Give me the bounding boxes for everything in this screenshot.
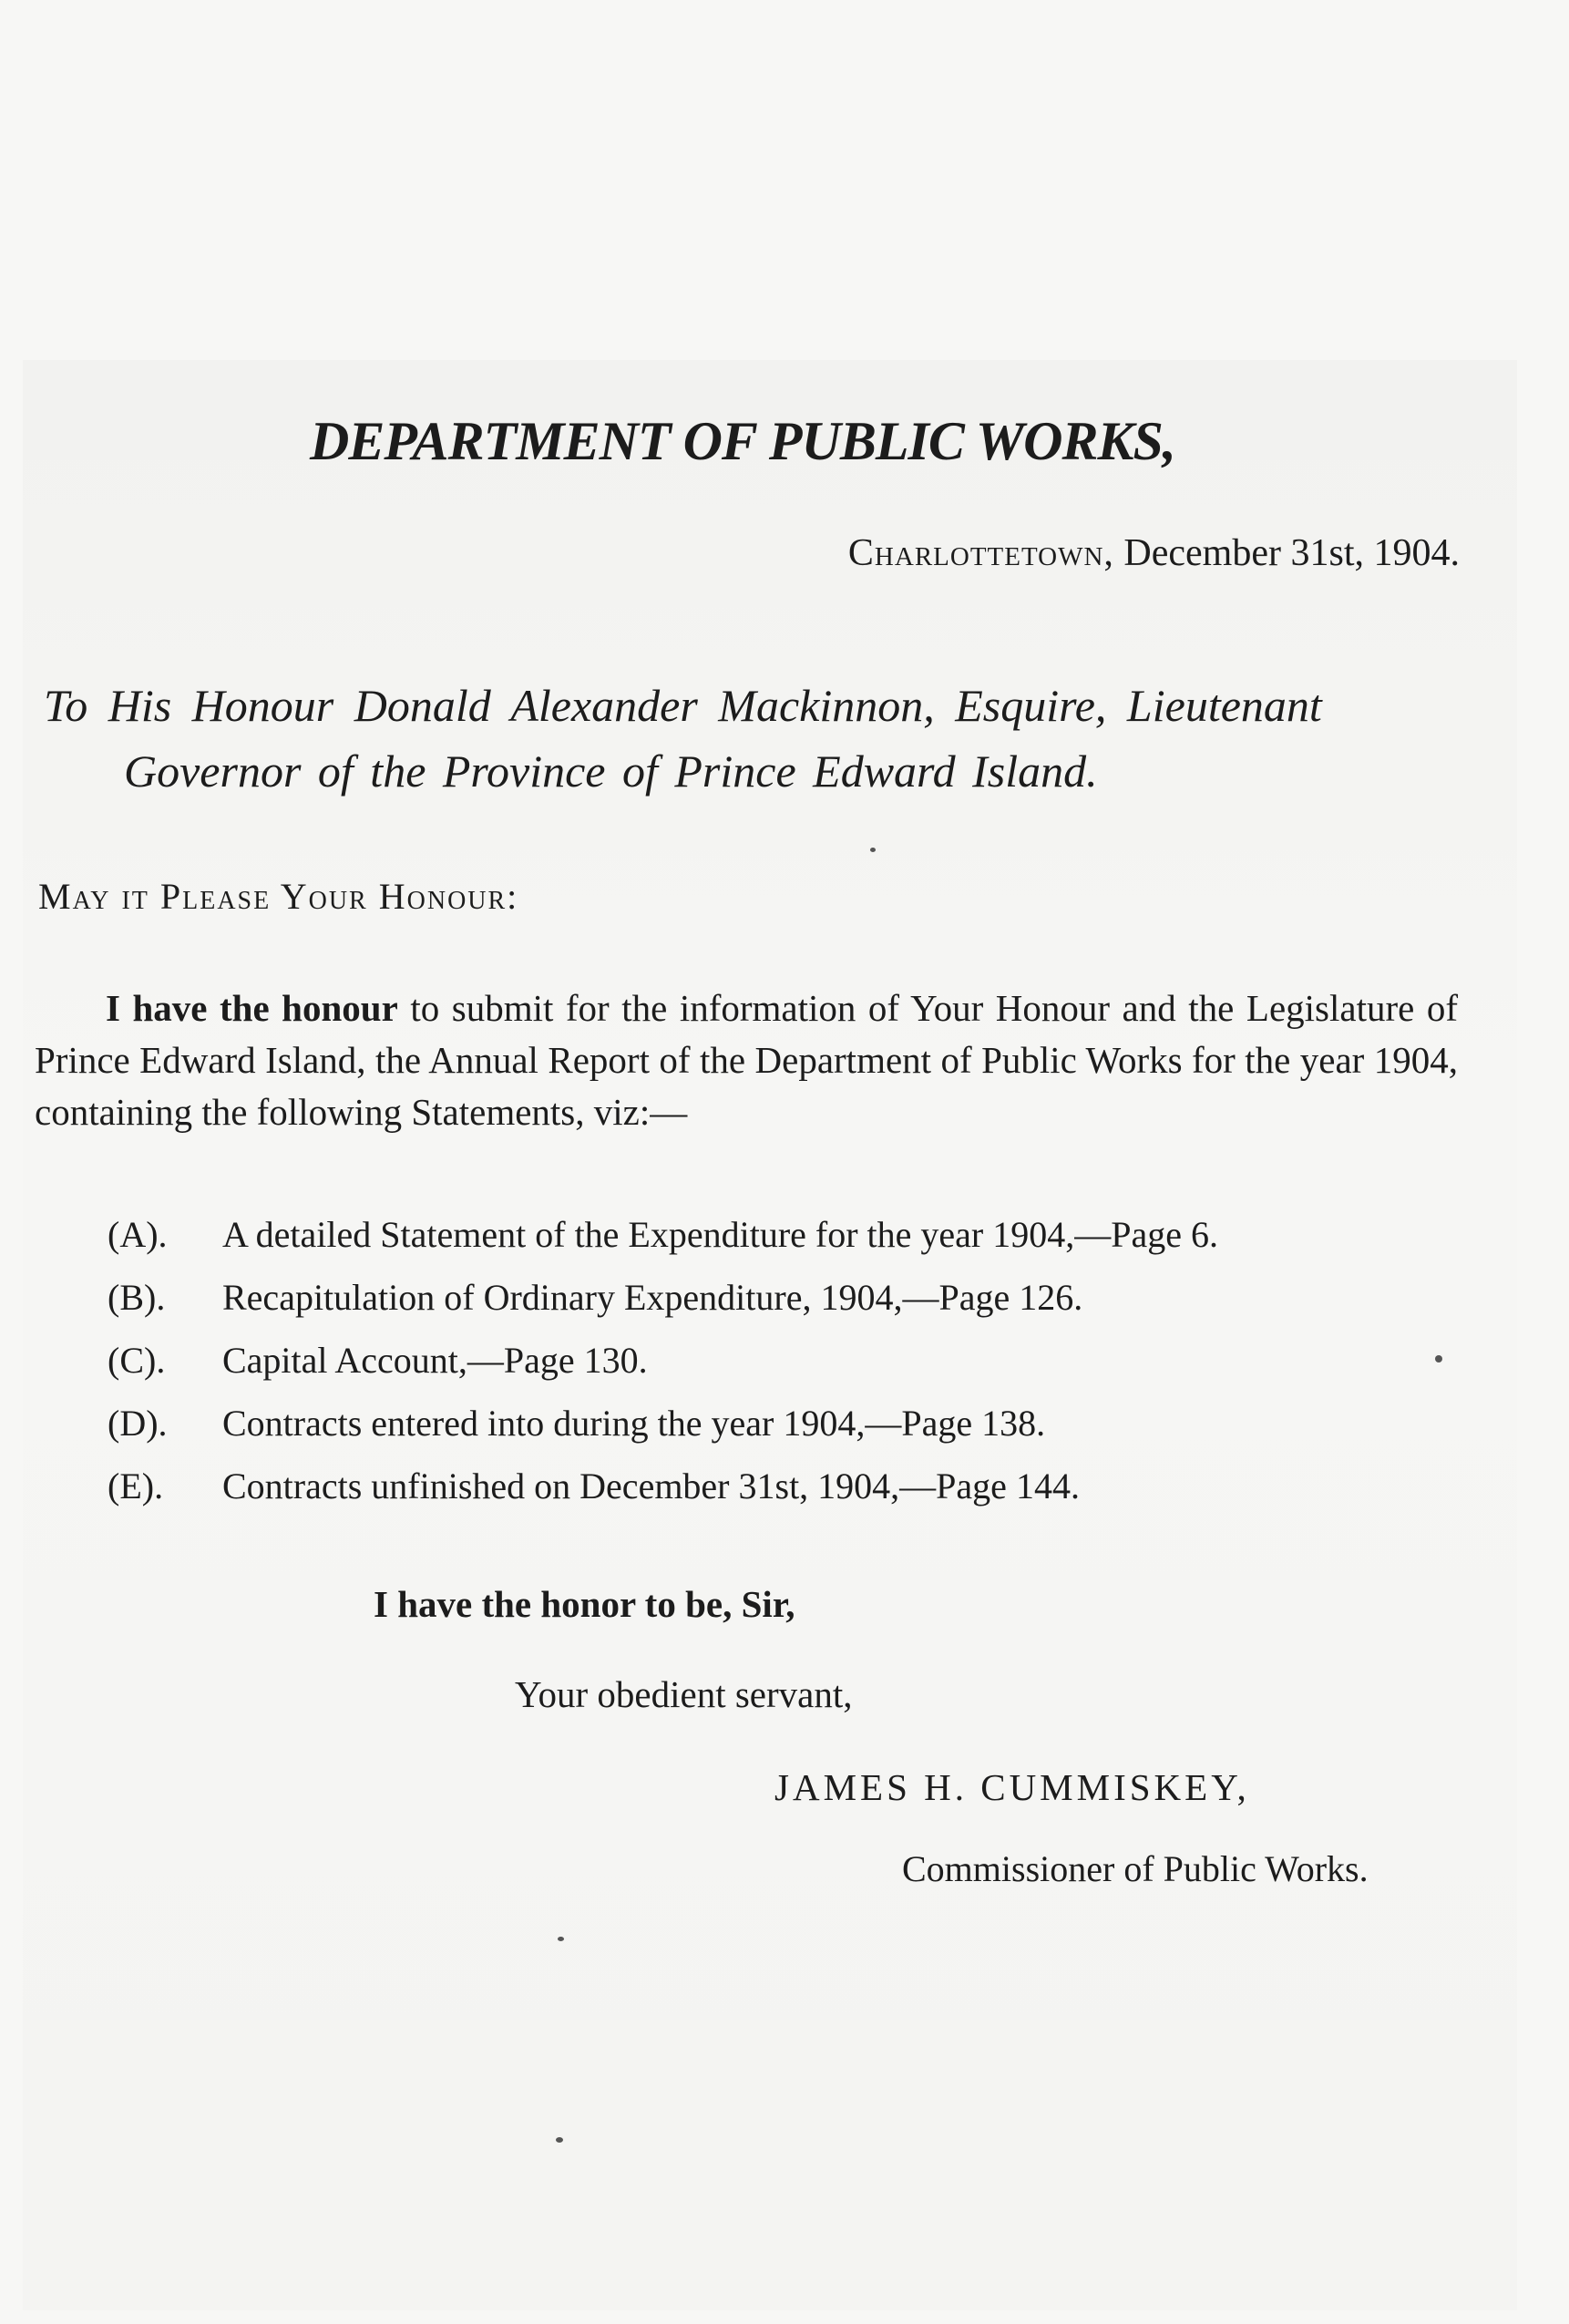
list-item <box>108 1329 1218 1392</box>
statement-text: A detailed Statement of the Expenditure for the year 1904,—Page 6. <box>222 1214 1219 1255</box>
salutation: May it Please Your Honour: <box>38 876 519 917</box>
closing-line: I have the honor to be, Sir, <box>374 1583 795 1625</box>
department-heading: DEPARTMENT OF PUBLIC WORKS, <box>310 411 1175 471</box>
list-item <box>108 1203 1218 1266</box>
statement-text: Recapitulation of Ordinary Expenditure, 1904,—Page 126. <box>222 1277 1083 1318</box>
scan-speck <box>1435 1355 1442 1363</box>
scan-speck <box>556 2137 563 2143</box>
addressee-line-1: To His Honour Donald Alexander Mackinnon, Esquire, Lieutenant <box>44 680 1322 731</box>
scan-speck <box>558 1937 564 1941</box>
addressee-line-2: Governor of the Province of Prince Edward Island. <box>124 746 1098 797</box>
statement-letter: (C). <box>108 1340 166 1381</box>
city-name: Charlottetown, <box>847 532 1114 574</box>
addressee-block <box>44 673 1465 804</box>
list-item <box>108 1266 1218 1329</box>
letter-date: December 31st, 1904. <box>1123 532 1460 574</box>
statement-letter: (A). <box>108 1214 168 1255</box>
valediction: Your obedient servant, <box>515 1673 853 1715</box>
list-item <box>108 1392 1218 1455</box>
signatory-name: JAMES H. CUMMISKEY, <box>774 1766 1250 1808</box>
statement-letter: (B). <box>108 1277 166 1318</box>
statement-text: Contracts entered into during the year 1904,—Page 138. <box>222 1403 1046 1444</box>
signatory-title: Commissioner of Public Works. <box>902 1848 1369 1889</box>
statement-text: Contracts unfinished on December 31st, 1904,—Page 144. <box>222 1465 1080 1506</box>
list-item <box>108 1455 1218 1517</box>
body-lead-text: I have the honour <box>106 987 398 1029</box>
scan-speck <box>870 848 876 852</box>
body-paragraph <box>35 982 1458 1138</box>
statement-letter: (D). <box>108 1403 168 1444</box>
statements-list <box>108 1203 1218 1517</box>
statement-letter: (E). <box>108 1465 164 1506</box>
body-rest-text: to submit for the information of Your Honour and the Legislature of Prince Edward Island, the Annual Report of the Department of Public Works for the year 1904, containing the following Statements, viz:— <box>35 987 1458 1133</box>
place-date-line <box>848 531 1460 575</box>
statement-text: Capital Account,—Page 130. <box>222 1340 648 1381</box>
